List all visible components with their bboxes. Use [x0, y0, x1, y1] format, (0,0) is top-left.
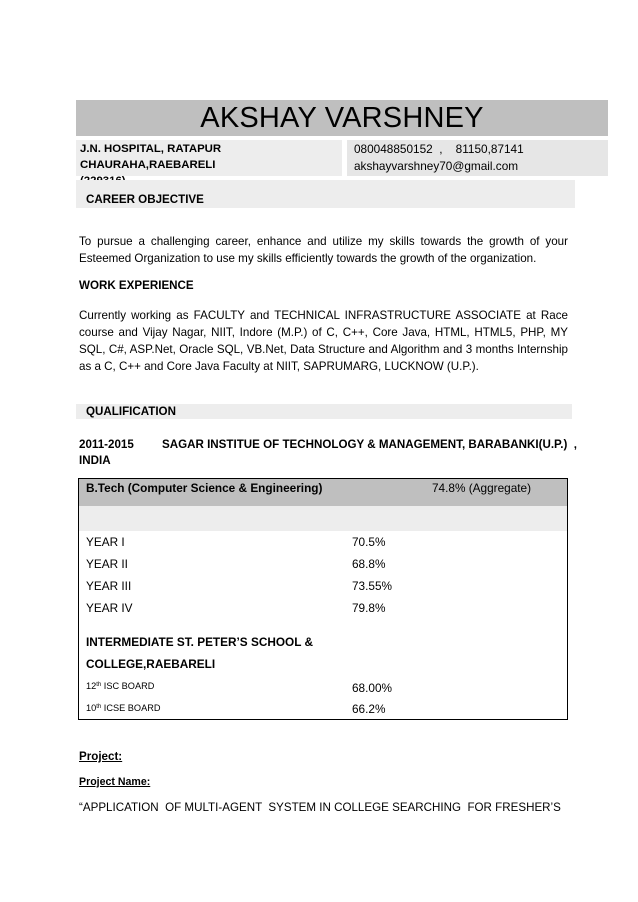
project-name-label: Project Name:	[79, 776, 151, 788]
school-line-1: INTERMEDIATE ST. PETER’S SCHOOL &	[86, 635, 314, 649]
board-12-score: 68.00%	[352, 681, 393, 695]
career-objective-heading: CAREER OBJECTIVE	[86, 193, 204, 206]
year-label: YEAR III	[86, 579, 132, 593]
table-row	[79, 631, 568, 653]
qualification-table	[78, 478, 568, 720]
board-12-sup: th	[96, 682, 102, 688]
year-label: YEAR I	[86, 535, 125, 549]
project-heading: Project:	[79, 750, 123, 763]
table-row	[79, 553, 568, 575]
year-label: YEAR II	[86, 557, 128, 571]
table-row	[79, 479, 568, 507]
table-row	[79, 697, 568, 720]
table-row	[79, 531, 568, 553]
board-12-num: 12	[86, 681, 97, 691]
table-row	[79, 597, 568, 619]
resume-name: AKSHAY VARSHNEY	[76, 100, 608, 136]
board-10	[79, 697, 353, 720]
qualification-heading: QUALIFICATION	[86, 405, 176, 418]
degree: B.Tech (Computer Science & Engineering)	[79, 479, 353, 507]
year-score: 70.5%	[352, 535, 386, 549]
address-line-1: J.N. HOSPITAL, RATAPUR CHAURAHA,RAEBARELI	[80, 143, 222, 171]
qualification-years: 2011-2015	[79, 438, 134, 451]
career-objective-text: To pursue a challenging career, enhance and utilize my skills towards the growth of your Esteemed Organization to use my skills efficiently towards the growth of the organization.	[79, 235, 568, 265]
work-experience-heading: WORK EXPERIENCE	[79, 279, 194, 292]
table-row	[79, 575, 568, 597]
board-12	[79, 675, 353, 697]
table-row	[79, 653, 568, 675]
board-10-score: 66.2%	[352, 702, 386, 716]
board-10-sup: th	[96, 704, 102, 710]
email: akshayvarshney70@gmail.com	[354, 159, 519, 173]
table-row	[79, 675, 568, 697]
phone: 080048850152 , 81150,87141	[354, 142, 524, 156]
contact-info	[354, 141, 524, 175]
year-score: 68.8%	[352, 557, 386, 571]
board-10-num: 10	[86, 703, 97, 713]
year-score: 73.55%	[352, 579, 393, 593]
aggregate: 74.8% (Aggregate)	[352, 479, 568, 507]
college-country: INDIA	[79, 454, 111, 467]
year-score: 79.8%	[352, 601, 386, 615]
school-line-2: COLLEGE,RAEBARELI	[86, 657, 216, 671]
year-label: YEAR IV	[86, 601, 133, 615]
board-10-label: ICSE BOARD	[101, 703, 161, 713]
table-row	[79, 506, 568, 531]
work-experience-text: Currently working as FACULTY and TECHNICAL INFRASTRUCTURE ASSOCIATE at Race course and Vijay Nagar, NIIT, Indore (M.P.) of C, C++, Core Java, HTML, HTML5, PHP, MY SQL, C#, ASP.Net, Oracle SQL, VB.Net, Data Structure and Algorithm and 3 months Internship as a C, C++ and Core Java Faculty at NIIT, SAPRUMARG, LUCKNOW (U.P.).	[79, 309, 568, 373]
project-title: “APPLICATION OF MULTI-AGENT SYSTEM IN COLLEGE SEARCHING FOR FRESHER’S	[79, 801, 561, 814]
board-12-label: ISC BOARD	[101, 681, 155, 691]
college-name: SAGAR INSTITUE OF TECHNOLOGY & MANAGEMENT, BARABANKI(U.P.) ,	[162, 438, 578, 451]
table-row	[79, 619, 568, 631]
